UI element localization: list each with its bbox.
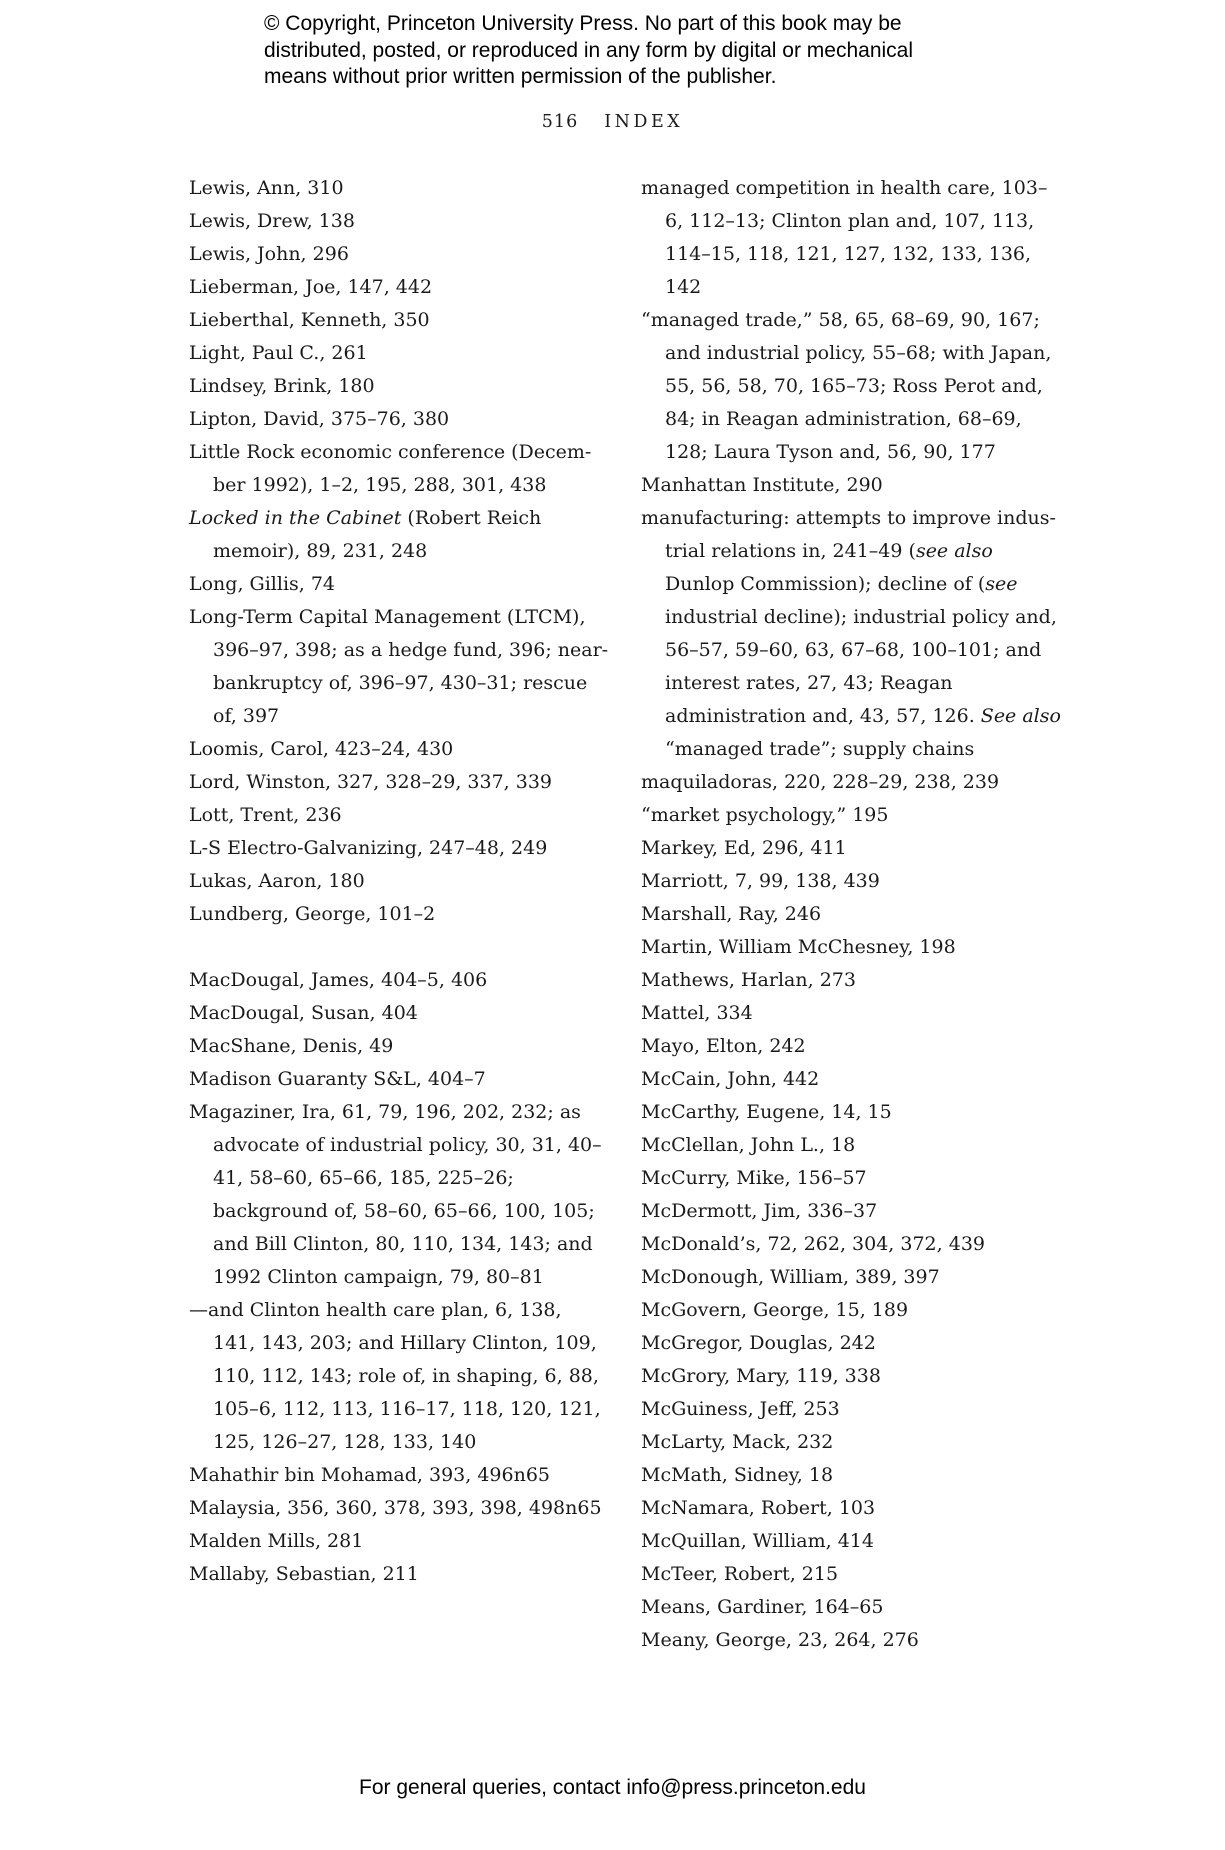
index-entry: Mayo, Elton, 242 bbox=[641, 1035, 806, 1057]
index-entry: Loomis, Carol, 423–24, 430 bbox=[189, 738, 454, 760]
index-entry: MacShane, Denis, 49 bbox=[189, 1035, 394, 1057]
copyright-notice bbox=[264, 11, 1024, 91]
index-entry: Mallaby, Sebastian, 211 bbox=[189, 1563, 419, 1585]
index-entry: McGregor, Douglas, 242 bbox=[641, 1332, 876, 1354]
index-entry: MacDougal, James, 404–5, 406 bbox=[189, 969, 488, 991]
index-entry: Lukas, Aaron, 180 bbox=[189, 870, 365, 892]
index-entry: Lindsey, Brink, 180 bbox=[189, 375, 375, 397]
running-head bbox=[0, 112, 1225, 132]
index-entry: McLarty, Mack, 232 bbox=[641, 1431, 834, 1453]
index-entry: Means, Gardiner, 164–65 bbox=[641, 1596, 884, 1618]
index-column-left bbox=[189, 172, 609, 1591]
index-entry: managed competition in health care, 103–6, 112–13; Clinton plan and, 107, 113, 114–15, 118, 121, 127, 132, 133, 136, 142 bbox=[641, 177, 1048, 298]
index-entry: MacDougal, Susan, 404 bbox=[189, 1002, 418, 1024]
index-entry: Magaziner, Ira, 61, 79, 196, 202, 232; as advocate of industrial policy, 30, 31, 40–41, 58–60, 65–66, 185, 225–26; background of, 58–60, 65–66, 100, 105; and Bill Clinton, 80, 110, 134, 143; and 1992 Clinton campaign, 79, 80–81 bbox=[189, 1101, 602, 1288]
index-entry: maquiladoras, 220, 228–29, 238, 239 bbox=[641, 771, 1000, 793]
index-entry bbox=[189, 502, 609, 568]
index-entry: Malden Mills, 281 bbox=[189, 1530, 364, 1552]
page-title: INDEX bbox=[604, 112, 684, 132]
index-entry: McDonald’s, 72, 262, 304, 372, 439 bbox=[641, 1233, 985, 1255]
index-entry: Lewis, Drew, 138 bbox=[189, 210, 355, 232]
book-title-italic: Locked in the Cabinet bbox=[189, 507, 402, 529]
index-entry: Markey, Ed, 296, 411 bbox=[641, 837, 847, 859]
index-entry: McNamara, Robert, 103 bbox=[641, 1497, 876, 1519]
index-entry: McClellan, John L., 18 bbox=[641, 1134, 856, 1156]
index-entry: McCain, John, 442 bbox=[641, 1068, 820, 1090]
index-entry: Malaysia, 356, 360, 378, 393, 398, 498n65 bbox=[189, 1497, 602, 1519]
see-also-italic: See also bbox=[980, 705, 1061, 727]
index-entry: Mahathir bin Mohamad, 393, 496n65 bbox=[189, 1464, 550, 1486]
entry-text: “managed trade”; supply chains bbox=[665, 738, 975, 760]
index-entry: Light, Paul C., 261 bbox=[189, 342, 368, 364]
index-entry: Marshall, Ray, 246 bbox=[641, 903, 822, 925]
index-entry: McDermott, Jim, 336–37 bbox=[641, 1200, 878, 1222]
index-entry: McGovern, George, 15, 189 bbox=[641, 1299, 909, 1321]
index-entry: Martin, William McChesney, 198 bbox=[641, 936, 956, 958]
index-entry: Long, Gillis, 74 bbox=[189, 573, 336, 595]
index-entry: Lewis, Ann, 310 bbox=[189, 177, 344, 199]
index-entry: Lieberthal, Kenneth, 350 bbox=[189, 309, 430, 331]
footer-contact: For general queries, contact info@press.princeton.edu bbox=[359, 1776, 866, 1799]
index-entry: “market psychology,” 195 bbox=[641, 804, 889, 826]
index-entry: Little Rock economic conference (December 1992), 1–2, 195, 288, 301, 438 bbox=[189, 441, 592, 496]
index-entry: Marriott, 7, 99, 138, 439 bbox=[641, 870, 880, 892]
index-entry: McGuiness, Jeff, 253 bbox=[641, 1398, 840, 1420]
index-entry: Manhattan Institute, 290 bbox=[641, 474, 883, 496]
index-column-right bbox=[641, 172, 1061, 1657]
copyright-line-2: distributed, posted, or reproduced in any form by digital or mechanical bbox=[264, 38, 914, 62]
entry-text: manufacturing: attempts to improve industrial relations in, 241–49 ( bbox=[641, 507, 1056, 562]
index-entry: Long-Term Capital Management (LTCM), 396–97, 398; as a hedge fund, 396; near-bankruptcy of, 396–97, 430–31; rescue of, 397 bbox=[189, 606, 609, 727]
index-entry: Mattel, 334 bbox=[641, 1002, 753, 1024]
copyright-line-1: © Copyright, Princeton University Press. No part of this book may be bbox=[264, 12, 902, 35]
entry-text: industrial decline); industrial policy and, 56–57, 59–60, 63, 67–68, 100–101; and interest rates, 27, 43; Reagan administration and, 43, 57, 126. bbox=[665, 606, 1057, 727]
index-entry: “managed trade,” 58, 65, 68–69, 90, 167; and industrial policy, 55–68; with Japan, 55, 56, 58, 70, 165–73; Ross Perot and, 84; in Reagan administration, 68–69, 128; Laura Tyson and, 56, 90, 177 bbox=[641, 309, 1052, 463]
index-entry: McGrory, Mary, 119, 338 bbox=[641, 1365, 881, 1387]
index-entry: McMath, Sidney, 18 bbox=[641, 1464, 834, 1486]
index-entry: McDonough, William, 389, 397 bbox=[641, 1266, 940, 1288]
index-entry: McQuillan, William, 414 bbox=[641, 1530, 874, 1552]
index-entry: Meany, George, 23, 264, 276 bbox=[641, 1629, 919, 1651]
index-entry: Madison Guaranty S&L, 404–7 bbox=[189, 1068, 486, 1090]
index-entry: Mathews, Harlan, 273 bbox=[641, 969, 856, 991]
index-subentry: —and Clinton health care plan, 6, 138, 141, 143, 203; and Hillary Clinton, 109, 110, 112, 143; role of, in shaping, 6, 88, 105–6, 112, 113, 116–17, 118, 120, 121, 125, 126–27, 128, 133, 140 bbox=[189, 1299, 601, 1453]
index-entry: Lundberg, George, 101–2 bbox=[189, 903, 436, 925]
index-entry: McCurry, Mike, 156–57 bbox=[641, 1167, 867, 1189]
index-entry bbox=[641, 502, 1061, 766]
index-entry: Lord, Winston, 327, 328–29, 337, 339 bbox=[189, 771, 553, 793]
index-entry: McCarthy, Eugene, 14, 15 bbox=[641, 1101, 892, 1123]
index-entry: McTeer, Robert, 215 bbox=[641, 1563, 839, 1585]
page-number: 516 bbox=[541, 112, 579, 132]
see-also-italic: see also bbox=[915, 540, 993, 562]
section-gap bbox=[189, 931, 609, 964]
index-entry: Lieberman, Joe, 147, 442 bbox=[189, 276, 433, 298]
index-entry: Lipton, David, 375–76, 380 bbox=[189, 408, 450, 430]
index-entry: Lewis, John, 296 bbox=[189, 243, 349, 265]
copyright-line-3: means without prior written permission of the publisher. bbox=[264, 65, 777, 88]
index-entry: Lott, Trent, 236 bbox=[189, 804, 342, 826]
entry-text: Dunlop Commission); decline of ( bbox=[665, 573, 986, 595]
see-italic: see bbox=[985, 573, 1018, 595]
index-entry: L-S Electro-Galvanizing, 247–48, 249 bbox=[189, 837, 548, 859]
entry-text: (Robert Reich memoir), 89, 231, 248 bbox=[213, 507, 542, 562]
